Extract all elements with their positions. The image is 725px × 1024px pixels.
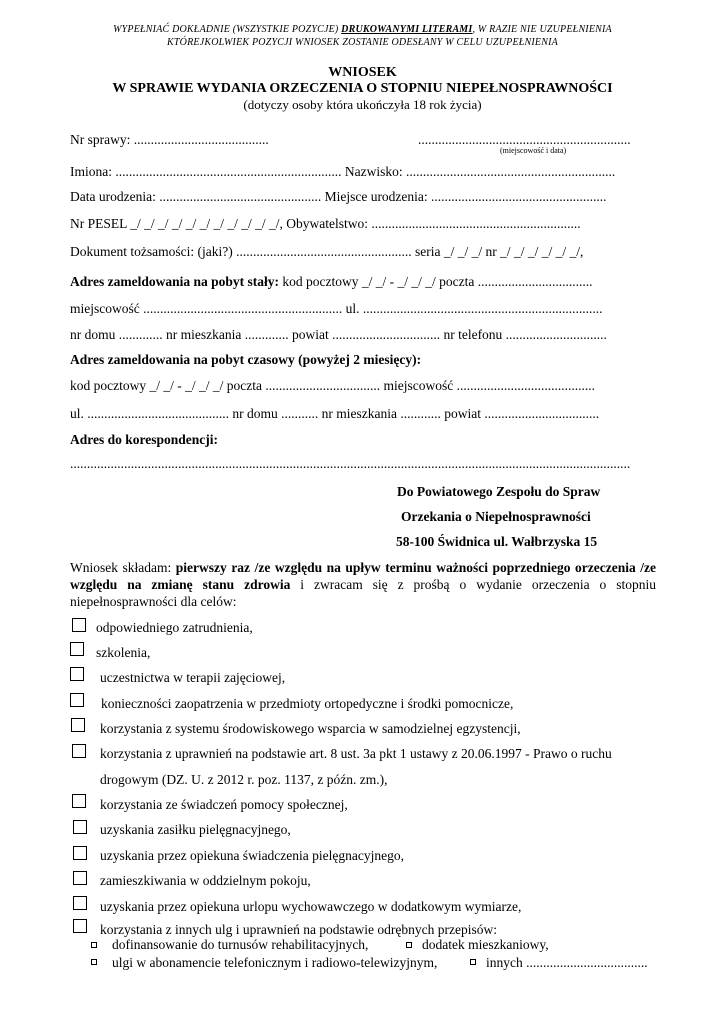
pesel-field[interactable]: Nr PESEL _/ _/ _/ _/ _/ _/ _/ _/ _/ _/ _/, Obywatelstwo: ..............................................................	[70, 216, 581, 231]
option-traffic-law: korzystania z uprawnień na podstawie art. 8 ust. 3a pkt 1 ustawy z 20.06.1997 - Prawo o ruchu	[100, 746, 612, 761]
addressee-line-3: 58-100 Świdnica ul. Wałbrzyska 15	[396, 534, 598, 549]
form-subtitle: (dotyczy osoby która ukończyła 18 rok życia)	[243, 97, 482, 112]
birth-field[interactable]: Data urodzenia: ................................................ Miejsce urodzenia: ....................................................	[70, 189, 607, 204]
temp-postcode-field[interactable]: kod pocztowy _/ _/ - _/ _/ _/ poczta .................................. miejscowość .........................................	[70, 378, 595, 393]
temp-address-label: Adres zameldowania na pobyt czasowy (powyżej 2 miesięcy):	[70, 352, 422, 367]
checkbox-employment[interactable]	[72, 618, 86, 632]
option-care-allowance: uzyskania zasiłku pielęgnacyjnego,	[100, 822, 291, 837]
option-orthopedic: konieczności zaopatrzenia w przedmioty ortopedyczne i środki pomocnicze,	[101, 696, 514, 711]
sub-option-rehab-stays: dofinansowanie do turnusów rehabilitacyjnych,	[112, 937, 369, 952]
sub-option-subscription-relief: ulgi w abonamencie telefonicznym i radiowo-telewizyjnym,	[112, 955, 438, 970]
permanent-postcode[interactable]: kod pocztowy _/ _/ - _/ _/ _/ poczta ..................................	[279, 274, 593, 289]
notice-text: , W RAZIE NIE UZUPEŁNIENIA	[472, 24, 612, 35]
checkbox-support-system[interactable]	[71, 718, 85, 732]
form-title-2: W SPRAWIE WYDANIA ORZECZENIA O STOPNIU NIEPEŁNOSPRAWNOŚCI	[112, 81, 613, 96]
checkbox-others[interactable]	[470, 959, 476, 965]
request-bold: pierwszy raz /ze względu na upływ terminu ważności poprzedniego orzeczenia /ze względu na zmianę stanu zdrowia	[70, 560, 656, 592]
checkbox-caregiver-benefit[interactable]	[73, 846, 87, 860]
checkbox-therapy[interactable]	[70, 667, 84, 681]
case-number-field[interactable]: Nr sprawy: ........................................	[70, 132, 269, 147]
names-field[interactable]: Imiona: ................................................................... Nazwisko: ..............................................................	[70, 164, 616, 179]
addressee-line-2: Orzekania o Niepełnosprawności	[401, 509, 591, 524]
request-paragraph	[70, 559, 656, 610]
notice-line-2: KTÓREJKOLWIEK POZYCJI WNIOSEK ZOSTANIE ODESŁANY W CELU UZUPEŁNIENIA	[167, 37, 558, 48]
notice-text: WYPEŁNIAĆ DOKŁADNIE (WSZYSTKIE POZYCJE)	[113, 24, 342, 35]
checkbox-parental-leave[interactable]	[73, 896, 87, 910]
place-date-caption: (miejscowość i data)	[500, 146, 567, 155]
sub-option-housing-allowance: dodatek mieszkaniowy,	[422, 937, 549, 952]
addressee-line-1: Do Powiatowego Zespołu do Spraw	[397, 484, 601, 499]
checkbox-rehab-stays[interactable]	[91, 942, 97, 948]
option-other-reliefs: korzystania z innych ulg i uprawnień na podstawie odrębnych przepisów:	[100, 922, 498, 937]
request-text: Wniosek składam:	[70, 560, 176, 575]
place-date-field[interactable]: ...............................................................	[418, 132, 631, 147]
form-title: WNIOSEK	[328, 65, 397, 80]
checkbox-traffic-law[interactable]	[72, 744, 86, 758]
checkbox-training[interactable]	[70, 642, 84, 656]
option-therapy: uczestnictwa w terapii zajęciowej,	[100, 670, 286, 685]
option-traffic-law-cont: drogowym (DZ. U. z 2012 r. poz. 1137, z późn. zm.),	[100, 772, 388, 787]
request-text: i zwracam się z prośbą o wydanie orzeczenia o stopniu niepełnosprawności dla celów:	[70, 577, 656, 609]
checkbox-orthopedic[interactable]	[70, 693, 84, 707]
checkbox-separate-room[interactable]	[73, 871, 87, 885]
checkbox-subscription-relief[interactable]	[91, 959, 97, 965]
option-social-assistance: korzystania ze świadczeń pomocy społecznej,	[100, 797, 348, 812]
option-employment: odpowiedniego zatrudnienia,	[96, 620, 253, 635]
temp-street-field[interactable]: ul. .......................................... nr domu ........... nr mieszkania ............ powiat ..................................	[70, 406, 600, 421]
city-street-field[interactable]: miejscowość ........................................................... ul. .......................................................................	[70, 301, 603, 316]
house-field[interactable]: nr domu ............. nr mieszkania ............. powiat ................................ nr telefonu ..............................	[70, 327, 607, 342]
checkbox-other-reliefs[interactable]	[73, 919, 87, 933]
checkbox-housing-allowance[interactable]	[406, 942, 412, 948]
option-caregiver-benefit: uzyskania przez opiekuna świadczenia pielęgnacyjnego,	[100, 848, 404, 863]
sub-option-others: innych ....................................	[486, 955, 648, 970]
option-separate-room: zamieszkiwania w oddzielnym pokoju,	[100, 873, 311, 888]
permanent-address-row[interactable]	[70, 274, 592, 290]
option-support-system: korzystania z systemu środowiskowego wsparcia w samodzielnej egzystencji,	[100, 721, 521, 736]
notice-bold: DRUKOWANYMI LITERAMI	[341, 24, 473, 35]
checkbox-social-assistance[interactable]	[72, 794, 86, 808]
checkbox-care-allowance[interactable]	[73, 820, 87, 834]
id-document-field[interactable]: Dokument tożsamości: (jaki?) .................................................... seria _/ _/ _/ nr _/ _/ _/ _/ _/ _/,	[70, 244, 584, 259]
permanent-address-label: Adres zameldowania na pobyt stały:	[70, 274, 280, 289]
notice-line-1	[0, 24, 725, 35]
option-training: szkolenia,	[96, 645, 151, 660]
correspondence-field[interactable]: ......................................................................................................................................................................	[70, 456, 631, 471]
option-parental-leave: uzyskania przez opiekuna urlopu wychowawczego w dodatkowym wymiarze,	[100, 899, 522, 914]
correspondence-label: Adres do korespondencji:	[70, 432, 219, 447]
